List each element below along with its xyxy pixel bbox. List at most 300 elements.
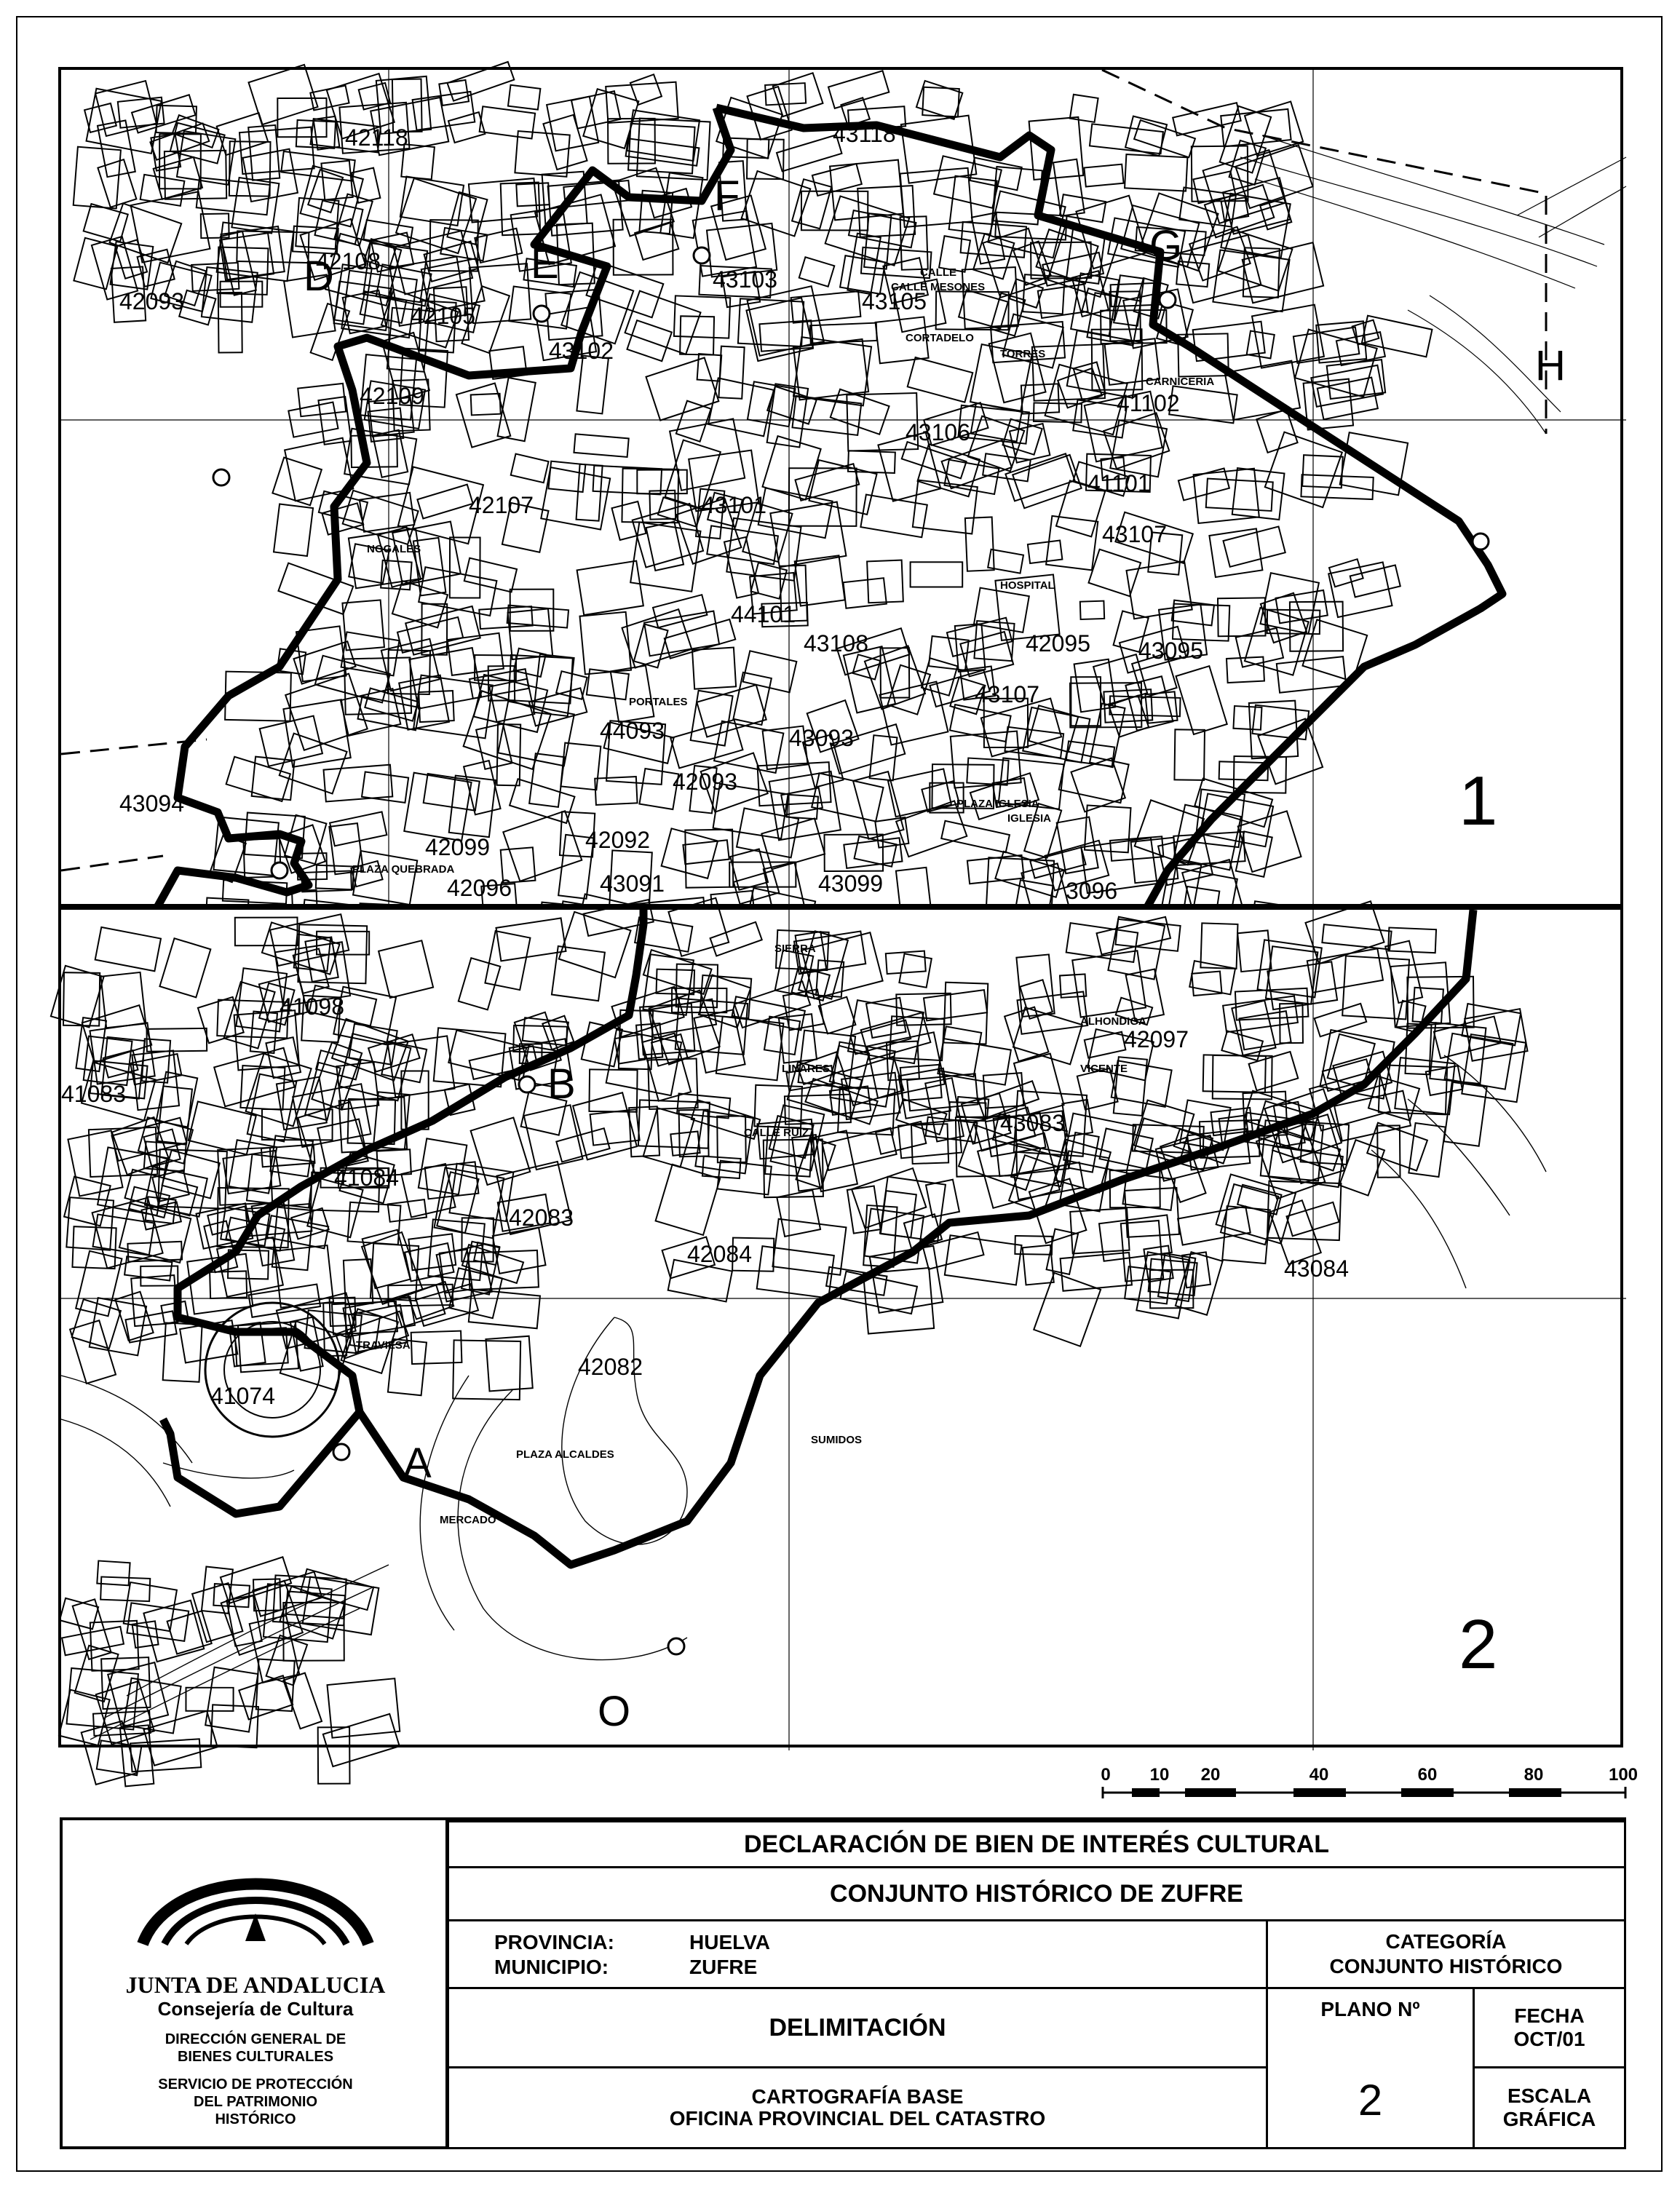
building-block [270,914,349,966]
parcel-label: 42084 [687,1241,752,1267]
street-label: VICENTE [1080,1063,1128,1075]
scale-tick-label: 0 [1101,1765,1111,1785]
building-block [240,1066,285,1110]
parcel-label: 42093 [119,288,184,314]
street-label: PLAZA ALCALDES [516,1448,614,1461]
building-block [691,691,733,746]
building-block [74,147,121,209]
parcel-label: 43102 [549,338,614,364]
logo-consejeria: Consejería de Cultura [157,1998,354,2020]
parcel-label: 43083 [1000,1110,1065,1136]
building-block [1350,565,1400,597]
parcel-label: 41074 [210,1383,275,1409]
building-block [1318,378,1378,420]
parcel-label: 41101 [1087,470,1151,496]
building-block [469,1290,540,1329]
sheet-2-drawing [61,910,1626,1750]
municipio-value: ZUFRE [689,1956,758,1978]
sheet-1-building-blocks [74,62,1433,979]
sheet-2-heritage-boundary-west [163,1412,360,1514]
building-block [1178,1207,1251,1245]
building-block [272,458,322,506]
building-block [205,1667,258,1732]
building-block [941,821,1010,853]
building-block [1362,316,1433,357]
parcel-label: 43084 [1284,1255,1349,1282]
map-sheet-1 [58,67,1623,907]
building-block [131,191,210,262]
logo-servicio-line-3: HISTÓRICO [215,2111,296,2127]
building-block [643,1108,694,1167]
building-block [508,85,540,110]
street-label: CARNICERIA [1146,376,1215,388]
building-block [479,606,532,629]
building-block [266,1037,301,1078]
building-block [848,1000,924,1063]
boundary-vertex-d [213,469,229,485]
building-block [922,658,957,695]
parcel-label: 44101 [731,601,796,627]
building-block [303,1577,379,1635]
building-block [1377,1125,1400,1177]
escala-line-2: GRÁFICA [1502,2108,1596,2130]
parcel-label: 44093 [600,718,665,744]
building-block [634,624,668,667]
building-block [1239,1011,1291,1050]
building-block [911,1124,948,1164]
building-block [765,83,806,105]
scale-tick-label: 100 [1608,1765,1639,1785]
building-block [1302,455,1343,488]
building-block [1218,598,1266,636]
building-block [574,434,628,457]
escala-line-1: ESCALA [1507,2084,1592,2107]
boundary-vertex-e [534,306,550,322]
parcel-label: 42083 [509,1205,574,1231]
categoria-value: CONJUNTO HISTÓRICO [1329,1955,1563,1977]
building-block [417,485,472,519]
street-label: PLAZA QUEBRADA [352,863,455,876]
building-block [1084,164,1123,187]
parcel-label: 42105 [411,303,475,329]
building-block [249,65,318,124]
building-block [419,1138,467,1194]
building-block [110,204,182,263]
parcel-label: 42118 [345,124,408,151]
building-block [514,648,546,677]
building-block [336,1062,379,1109]
boundary-vertex-b [519,1076,535,1092]
categoria-label: CATEGORÍA [1385,1930,1507,1953]
delimitacion-cell: DELIMITACIÓN [447,1987,1268,2068]
building-block [716,1017,784,1081]
building-block [401,1164,455,1217]
scale-tick-label: 10 [1149,1765,1170,1785]
building-block [62,1627,124,1655]
building-block [471,394,501,416]
building-block [792,179,831,229]
building-block [812,773,883,821]
scale-tick-label: 80 [1524,1765,1544,1785]
building-block [508,608,553,659]
building-block [100,1577,150,1602]
parcel-label: 43107 [1102,521,1167,547]
building-block [692,648,736,689]
building-block [360,493,414,532]
parcel-label: 42082 [578,1354,643,1380]
building-block [791,291,861,322]
building-block [159,938,210,997]
building-block [1200,923,1237,969]
building-block [60,1598,98,1629]
building-block [283,1673,322,1729]
boundary-vertex-h [1473,533,1489,550]
street-label: PORTALES [629,696,688,708]
logo-org-name: JUNTA DE ANDALUCIA [125,1972,386,1998]
sheet-2-number: 2 [1459,1606,1498,1683]
building-block [63,972,100,1025]
building-block [1176,666,1227,734]
map-sheet-2 [58,907,1623,1747]
building-block [1071,758,1125,812]
vertex-label-b: B [547,1060,576,1108]
building-block [1385,941,1422,1003]
boundary-vertex-c [272,862,288,878]
building-block [1144,1245,1173,1282]
building-block [1322,924,1391,949]
building-block [1074,362,1106,400]
building-block [955,624,986,672]
building-block [218,293,242,353]
plano-value: 2 [1358,2076,1383,2124]
logo-servicio-line-1: SERVICIO DE PROTECCIÓN [158,2076,353,2092]
declaration-title: DECLARACIÓN DE BIEN DE INTERÉS CULTURAL [447,1820,1626,1868]
vertex-label-d: D [304,253,334,300]
vertex-label-h: H [1535,342,1566,389]
building-block [1388,928,1436,953]
building-block [1125,154,1187,191]
building-block [214,1048,294,1106]
categoria-cell [1266,1919,1626,1989]
building-block [498,378,536,441]
building-block [676,401,711,442]
scale-tick-label: 40 [1309,1765,1329,1785]
building-block [665,619,735,659]
building-block [1206,479,1273,511]
building-block [388,1199,427,1222]
building-block [1233,706,1261,730]
building-block [1108,917,1165,980]
building-block [167,1611,212,1654]
building-block [1046,516,1098,571]
escala-cell [1473,2066,1626,2149]
parcel-label: 41084 [334,1165,399,1191]
logo-direccion-line-1: DIRECCIÓN GENERAL DE [165,2031,346,2047]
graphic-scale [1095,1765,1639,1809]
building-block [469,178,537,222]
street-label: PLAZA IGLESIA [956,798,1039,810]
vertex-label-a: A [403,1440,432,1487]
boundary-vertex-f [694,247,710,263]
municipio-label: MUNICIPIO: [494,1956,609,1978]
street-label: CORTADELO [906,332,974,344]
building-block [440,1250,472,1293]
building-block [646,522,684,571]
building-block [503,811,582,881]
building-block [315,656,390,703]
parcel-label: 41098 [280,993,344,1020]
building-block [1080,601,1104,619]
building-block [341,689,400,736]
building-block [902,442,967,478]
building-block [101,972,146,1028]
building-block [1238,811,1301,872]
cartografia-line-2: OFICINA PROVINCIAL DEL CATASTRO [669,2107,1046,2130]
building-block [1021,384,1059,413]
building-block [324,765,393,802]
parcel-label: 42109 [360,383,424,409]
building-block [633,504,703,568]
building-block [1293,327,1359,362]
street-label: ALHONDIGA [1080,1015,1146,1028]
building-block [1209,528,1262,577]
street-label: NOGALES [367,543,421,555]
building-block [717,1116,746,1162]
parcel-label: 42095 [1026,630,1090,656]
parcel-label: 3096 [1066,878,1118,904]
building-block [464,558,517,592]
building-block [888,769,951,817]
building-block [1408,1123,1445,1177]
building-block [1243,242,1323,303]
building-block [718,346,744,399]
street-label: TORRES [1000,348,1046,360]
building-block [965,517,994,571]
parcel-label: 43103 [713,266,777,293]
building-block [589,1069,637,1111]
sheet-1-drawing [61,70,1626,910]
building-block [1125,676,1173,730]
street-label: SUMIDOS [811,1434,863,1446]
building-block [353,851,417,905]
parcel-label: 43091 [600,870,665,897]
building-block [844,838,902,868]
building-block [936,291,1009,330]
building-block [708,378,774,436]
building-block [507,606,568,628]
building-block [509,655,573,704]
parcel-label: 43094 [119,790,184,817]
building-block [256,1659,295,1711]
building-block [1028,540,1062,563]
street-label: SIERRA [774,943,816,955]
building-block [1174,805,1241,870]
building-block [922,87,959,117]
vertex-label-f: F [714,172,740,220]
building-block [828,71,889,108]
building-block [1249,1052,1299,1090]
vertex-label-g: G [1149,222,1183,269]
building-block [653,595,707,627]
parcel-label: 42093 [673,769,737,795]
building-block [112,1117,170,1175]
building-block [1339,1140,1384,1195]
building-block [379,940,433,998]
building-block [1023,1245,1054,1285]
building-block [799,257,835,287]
parcel-label: 43108 [804,630,868,656]
building-block [580,612,632,675]
boundary-vertex-g [1160,292,1176,308]
building-block [844,578,887,608]
building-block [511,454,549,483]
building-block [742,171,811,237]
street-label: IGLESIA [1007,812,1052,825]
plano-cell [1266,1987,1475,2149]
building-block [796,464,860,500]
building-block [913,480,978,534]
parcel-label: 41102 [1117,390,1180,416]
building-block [1245,101,1303,156]
building-block [924,990,987,1020]
building-block [1014,1162,1084,1199]
building-block [646,357,719,420]
street-label: LINARES [782,1063,830,1075]
building-block [1189,961,1235,994]
building-block [730,849,768,889]
building-block [1104,413,1169,469]
building-block [764,862,804,913]
parcel-label: 42099 [425,834,490,860]
parcel-label: 43095 [1138,638,1203,664]
street-label: MERCADO [440,1514,496,1526]
building-block [274,504,313,557]
title-block [60,1817,1626,2149]
building-block [1053,159,1085,216]
provincia-municipio-cell [447,1919,1268,1989]
building-block [577,561,643,615]
building-block [480,106,535,138]
building-block [622,609,692,667]
building-block [285,674,368,750]
parcel-label: 43118 [833,121,896,147]
sheet-1-grid [61,70,1626,910]
fecha-value: OCT/01 [1513,2028,1585,2050]
building-block [404,773,471,841]
building-block [450,537,480,598]
street-label: CALLE [920,266,956,279]
fecha-cell [1473,1987,1626,2068]
sheet-1-number: 1 [1459,762,1498,840]
building-block [819,997,856,1033]
provincia-value: HUELVA [689,1931,770,1953]
scale-tick-label: 60 [1417,1765,1438,1785]
building-block [1125,1188,1179,1237]
building-block [348,1202,401,1245]
building-block [1160,1138,1205,1202]
building-block [352,168,381,203]
building-block [660,172,702,238]
plano-label: PLANO Nº [1320,1998,1420,2020]
building-block [726,518,801,581]
building-block [459,958,500,1009]
building-block [938,1026,981,1076]
parcel-label: 42092 [585,827,650,853]
parcel-label: 41083 [61,1081,126,1107]
vertex-label-e: E [531,240,559,287]
cartografia-line-1: CARTOGRAFÍA BASE [751,2085,964,2108]
sheet-1-contour-lines [1240,135,1626,434]
parcel-label: 43101 [702,492,766,518]
building-block [683,840,729,864]
scale-bar-drawing [1095,1765,1627,1809]
street-label: HOSPITAL [1000,579,1055,592]
provincia-label: PROVINCIA: [494,1931,614,1953]
building-block [342,600,384,650]
scale-tick-label: 20 [1200,1765,1221,1785]
building-block [157,1086,192,1144]
building-block [486,1336,532,1392]
building-block [163,1323,202,1382]
building-block [656,1165,721,1235]
building-block [611,665,654,722]
building-block [1115,919,1180,951]
building-block [662,828,718,878]
conjunto-title: CONJUNTO HISTÓRICO DE ZUFRE [447,1866,1626,1921]
parcel-label: 42108 [316,248,381,274]
building-block [496,918,566,961]
building-block [866,998,906,1038]
building-block [945,1235,1022,1285]
building-block [1277,656,1347,693]
building-block [108,1662,168,1727]
building-block [668,898,729,956]
building-block [405,606,480,655]
parcel-label: 42097 [1124,1026,1189,1052]
building-block [697,354,722,381]
building-block [277,1293,356,1348]
building-block [249,1284,320,1317]
street-label: TRAVIESA [356,1339,411,1352]
building-block [1088,550,1141,597]
building-block [1290,602,1343,651]
building-block [1444,1082,1487,1146]
building-block [449,776,496,838]
street-label: CALLE MESONES [891,281,986,293]
building-block [926,1180,959,1218]
building-block [464,761,500,814]
building-block [612,501,646,540]
parcel-label: 43105 [862,288,927,314]
logo-direccion-line-2: BIENES CULTURALES [177,2049,334,2065]
building-block [559,912,631,977]
building-block [1133,1124,1204,1153]
building-block [224,982,275,1049]
building-block [799,1031,856,1089]
building-block [1072,951,1146,1017]
building-block [84,103,116,132]
vertex-label-o: O [598,1688,631,1735]
building-block [131,1275,178,1326]
building-block [1445,1033,1513,1090]
building-block [1023,274,1065,314]
building-block [1135,800,1204,865]
cartografia-cell [447,2066,1268,2149]
building-block [1090,124,1163,154]
building-block [710,922,762,956]
building-block [934,156,1002,207]
parcel-label: 43093 [789,725,854,751]
